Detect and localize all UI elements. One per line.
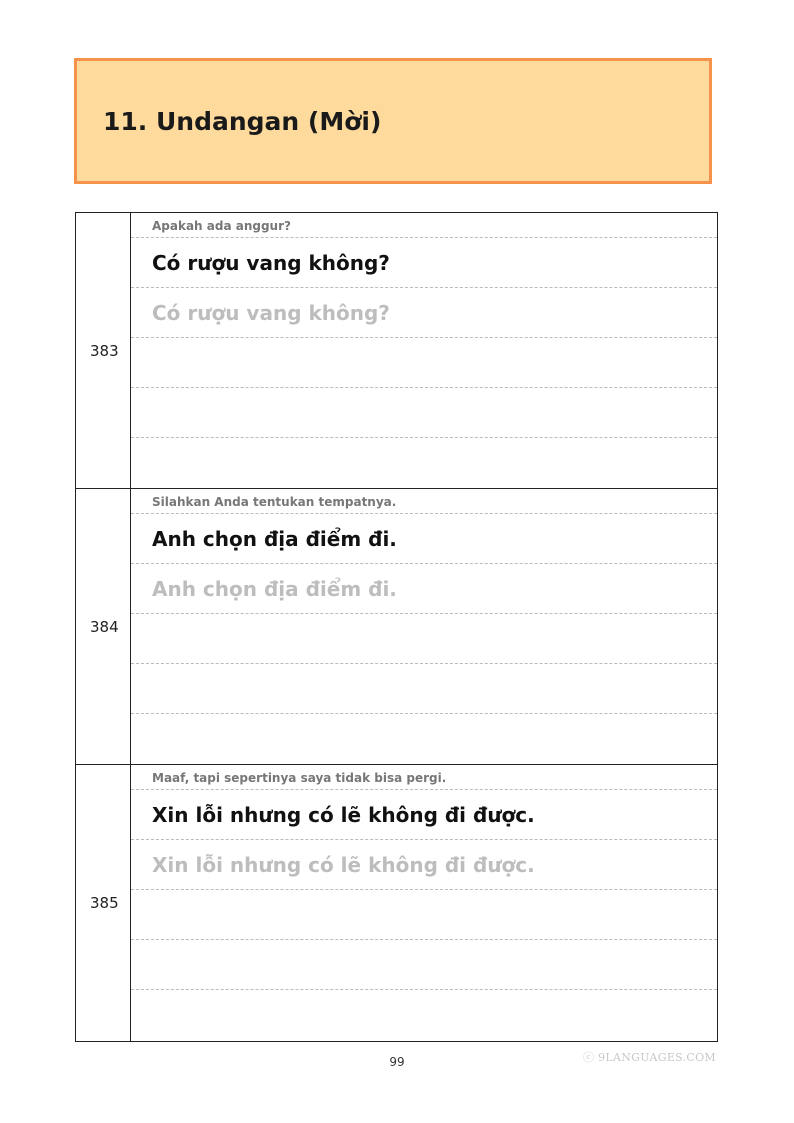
blank-writing-line [131,990,717,1040]
page-number: 99 [389,1055,405,1069]
entry-number: 383 [76,213,131,488]
blank-writing-line [131,438,717,488]
blank-writing-line [131,664,717,714]
practice-grid [75,212,718,1042]
blank-writing-line [131,614,717,664]
writing-lines [131,765,717,1041]
entry-number: 385 [76,765,131,1041]
writing-lines [131,213,717,488]
blank-writing-line [131,940,717,990]
blank-writing-line [131,338,717,388]
blank-writing-line [131,388,717,438]
entry-383 [76,213,717,489]
chapter-title: 11. Undangan (Mời) [103,107,382,136]
target-sentence: Xin lỗi nhưng có lẽ không đi được. [131,790,717,840]
entry-number: 384 [76,489,131,764]
target-sentence: Anh chọn địa điểm đi. [131,514,717,564]
chapter-header [74,58,712,184]
source-sentence: Silahkan Anda tentukan tempatnya. [131,489,717,514]
trace-sentence: Xin lỗi nhưng có lẽ không đi được. [131,840,717,890]
trace-sentence: Có rượu vang không? [131,288,717,338]
entry-384 [76,489,717,765]
blank-writing-line [131,890,717,940]
target-sentence: Có rượu vang không? [131,238,717,288]
source-sentence: Apakah ada anggur? [131,213,717,238]
source-sentence: Maaf, tapi sepertinya saya tidak bisa pergi. [131,765,717,790]
writing-lines [131,489,717,764]
trace-sentence: Anh chọn địa điểm đi. [131,564,717,614]
blank-writing-line [131,714,717,764]
entry-385 [76,765,717,1042]
copyright-text: ⓒ 9LANGUAGES.COM [583,1051,716,1064]
